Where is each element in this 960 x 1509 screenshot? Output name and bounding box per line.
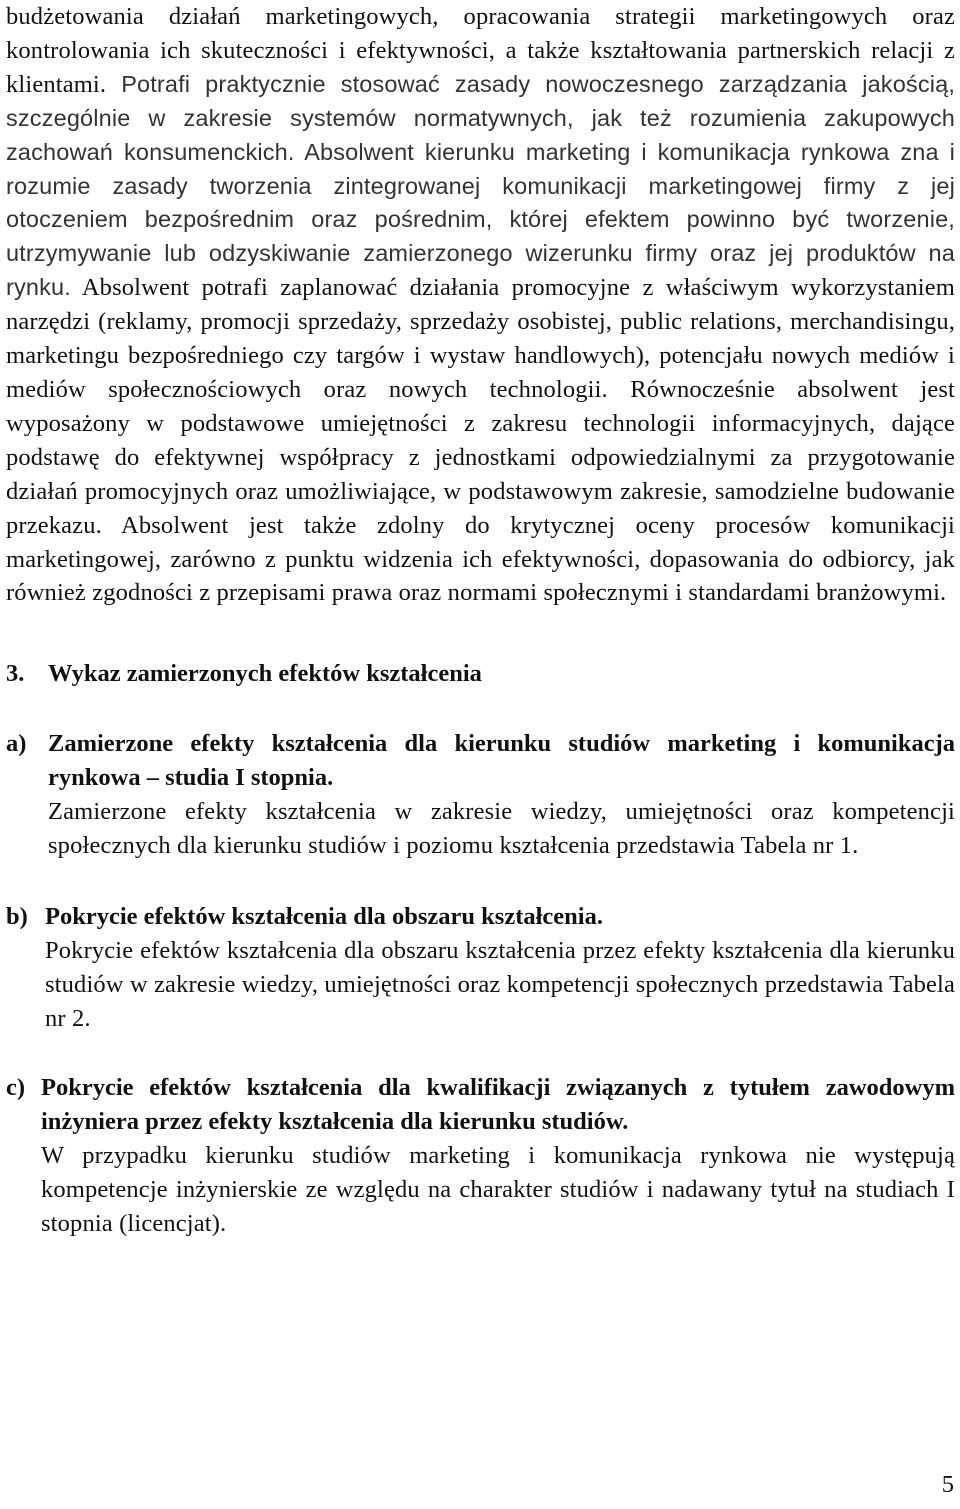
section-number: 3. [6, 660, 25, 688]
list-item-marker: c) [6, 1074, 26, 1102]
list-item-marker: b) [6, 902, 28, 930]
section-heading [6, 657, 955, 691]
list-item-content [45, 900, 955, 1036]
list-item-c [6, 1071, 955, 1241]
list-item-content [48, 727, 955, 863]
intro-text-part1: budżetowania działań marketingowych, opracowania strategii marketingowych oraz kontrolowania ich skuteczności i efektywności, a także kształtowania partnerskich relacji z klientami. [6, 3, 955, 98]
list-item-title: Pokrycie efektów kształcenia dla kwalifikacji związanych z tytułem zawodowym inżyniera przez efekty kształcenia dla kierunku studiów. [41, 1074, 955, 1136]
intro-text-part3: Absolwent kierunku marketing i komunikacja rynkowa zna i rozumie zasady tworzenia zintegrowanej komunikacji marketingowej firmy z jej otoczeniem bezpośrednim oraz pośrednim, której efektem powinno być tworzenie, utrzymywanie lub odzyskiwanie zamierzonego wizerunku firmy oraz jej produktów na rynku. [6, 138, 955, 301]
document-page [6, 0, 955, 1241]
list-item-body: W przypadku kierunku studiów marketing i komunikacja rynkowa nie występują kompetencje inżynierskie ze względu na charakter studiów i nadawany tytuł na studiach I stopnia (licencjat). [41, 1142, 955, 1238]
list-item-a [6, 727, 955, 863]
list-item-body: Pokrycie efektów kształcenia dla obszaru kształcenia przez efekty kształcenia dla kierunku studiów w zakresie wiedzy, umiejętności oraz kompetencji społecznych przedstawia Tabela nr 2. [45, 936, 956, 1032]
list-item-title: Zamierzone efekty kształcenia dla kierunku studiów marketing i komunikacja rynkowa – studia I stopnia. [48, 730, 955, 792]
intro-paragraph [6, 0, 955, 610]
list-item-title: Pokrycie efektów kształcenia dla obszaru kształcenia. [45, 902, 603, 930]
list-item-b [6, 900, 955, 1036]
section-title: Wykaz zamierzonych efektów kształcenia [48, 660, 482, 688]
list-item-body: Zamierzone efekty kształcenia w zakresie wiedzy, umiejętności oraz kompetencji społecznych dla kierunku studiów i poziomu kształcenia przedstawia Tabela nr 1. [48, 798, 955, 859]
intro-text-part2: Potrafi praktycznie stosować zasady nowoczesnego zarządzania jakością, szczególnie w zakresie systemów normatywnych, jak też rozumienia zakupowych zachowań konsumenckich. [6, 70, 955, 165]
list-item-content [41, 1071, 955, 1241]
list-item-marker: a) [6, 730, 27, 758]
intro-text-part4: Absolwent potrafi zaplanować działania promocyjne z właściwym wykorzystaniem narzędzi (reklamy, promocji sprzedaży, sprzedaży osobistej, public relations, merchandisingu, marketingu bezpośredniego czy targów i wystaw handlowych), potencjału nowych mediów i mediów społecznościowych oraz nowych technologii. Równocześnie absolwent jest wyposażony w podstawowe umiejętności z zakresu technologii informacyjnych, dające podstawę do efektywnej współpracy z jednostkami odpowiedzialnymi za przygotowanie działań promocyjnych oraz umożliwiające, w podstawowym zakresie, samodzielne budowanie przekazu. Absolwent jest także zdolny do krytycznej oceny procesów komunikacji marketingowej, zarówno z punktu widzenia ich efektywności, dopasowania do odbiorcy, jak również zgodności z przepisami prawa oraz normami społecznymi i standardami branżowymi. [6, 274, 955, 607]
page-number: 5 [941, 1471, 954, 1498]
